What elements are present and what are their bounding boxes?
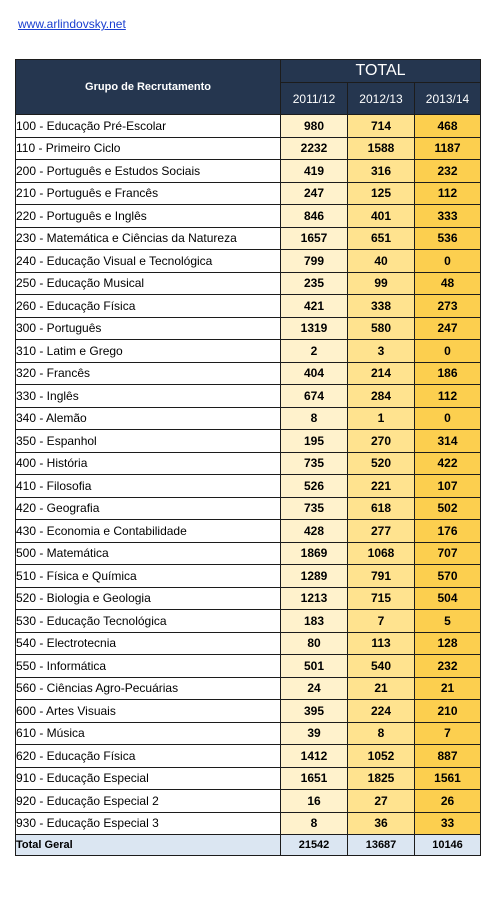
value-cell: 1	[348, 407, 415, 430]
table-row	[16, 227, 481, 250]
value-cell: 651	[348, 227, 415, 250]
group-label: 350 - Espanhol	[16, 430, 281, 453]
value-cell: 501	[281, 655, 348, 678]
value-cell: 224	[348, 700, 415, 723]
group-label: 610 - Música	[16, 722, 281, 745]
table-row	[16, 295, 481, 318]
value-cell: 980	[281, 115, 348, 138]
group-label: 560 - Ciências Agro-Pecuárias	[16, 677, 281, 700]
value-cell: 504	[415, 587, 481, 610]
table-row	[16, 362, 481, 385]
value-cell: 791	[348, 565, 415, 588]
group-label: 340 - Alemão	[16, 407, 281, 430]
table-row	[16, 655, 481, 678]
value-cell: 1412	[281, 745, 348, 768]
value-cell: 183	[281, 610, 348, 633]
value-cell: 33	[415, 812, 481, 835]
value-cell: 580	[348, 317, 415, 340]
value-cell: 735	[281, 452, 348, 475]
table-row	[16, 520, 481, 543]
table-row	[16, 250, 481, 273]
table-row	[16, 767, 481, 790]
value-cell: 112	[415, 182, 481, 205]
value-cell: 80	[281, 632, 348, 655]
value-cell: 707	[415, 542, 481, 565]
value-cell: 1825	[348, 767, 415, 790]
group-label: 510 - Física e Química	[16, 565, 281, 588]
value-cell: 232	[415, 655, 481, 678]
value-cell: 1561	[415, 767, 481, 790]
value-cell: 1187	[415, 137, 481, 160]
value-cell: 8	[281, 407, 348, 430]
group-label: 520 - Biologia e Geologia	[16, 587, 281, 610]
table-row	[16, 632, 481, 655]
value-cell: 468	[415, 115, 481, 138]
table-row	[16, 385, 481, 408]
value-cell: 333	[415, 205, 481, 228]
group-label: 930 - Educação Especial 3	[16, 812, 281, 835]
value-cell: 214	[348, 362, 415, 385]
value-cell: 113	[348, 632, 415, 655]
table-row	[16, 790, 481, 813]
value-cell: 421	[281, 295, 348, 318]
group-label: 410 - Filosofia	[16, 475, 281, 498]
value-cell: 195	[281, 430, 348, 453]
value-cell: 5	[415, 610, 481, 633]
table-row	[16, 745, 481, 768]
table-row	[16, 205, 481, 228]
value-cell: 1052	[348, 745, 415, 768]
total-value: 10146	[415, 835, 481, 856]
value-cell: 799	[281, 250, 348, 273]
value-cell: 395	[281, 700, 348, 723]
value-cell: 1651	[281, 767, 348, 790]
table-row	[16, 272, 481, 295]
group-label: 550 - Informática	[16, 655, 281, 678]
table-row	[16, 317, 481, 340]
value-cell: 1068	[348, 542, 415, 565]
group-label: 110 - Primeiro Ciclo	[16, 137, 281, 160]
value-cell: 277	[348, 520, 415, 543]
group-label: 920 - Educação Especial 2	[16, 790, 281, 813]
table-row	[16, 542, 481, 565]
table-row	[16, 475, 481, 498]
table-row	[16, 407, 481, 430]
value-cell: 3	[348, 340, 415, 363]
value-cell: 1213	[281, 587, 348, 610]
value-cell: 221	[348, 475, 415, 498]
total-label: Total Geral	[16, 835, 281, 856]
value-cell: 16	[281, 790, 348, 813]
value-cell: 0	[415, 340, 481, 363]
table-row	[16, 182, 481, 205]
value-cell: 7	[348, 610, 415, 633]
value-cell: 887	[415, 745, 481, 768]
value-cell: 270	[348, 430, 415, 453]
group-label: 100 - Educação Pré-Escolar	[16, 115, 281, 138]
group-label: 210 - Português e Francês	[16, 182, 281, 205]
value-cell: 210	[415, 700, 481, 723]
value-cell: 99	[348, 272, 415, 295]
total-header: TOTAL	[281, 60, 481, 83]
group-label: 220 - Português e Inglês	[16, 205, 281, 228]
group-label: 420 - Geografia	[16, 497, 281, 520]
value-cell: 314	[415, 430, 481, 453]
group-label: 320 - Francês	[16, 362, 281, 385]
table-row	[16, 160, 481, 183]
value-cell: 570	[415, 565, 481, 588]
value-cell: 846	[281, 205, 348, 228]
value-cell: 21	[348, 677, 415, 700]
table-row	[16, 610, 481, 633]
table-row	[16, 115, 481, 138]
table-row	[16, 497, 481, 520]
value-cell: 48	[415, 272, 481, 295]
year-header: 2013/14	[415, 83, 481, 115]
group-label: 910 - Educação Especial	[16, 767, 281, 790]
group-label: 500 - Matemática	[16, 542, 281, 565]
table-row	[16, 812, 481, 835]
value-cell: 36	[348, 812, 415, 835]
table-body	[16, 115, 481, 835]
value-cell: 21	[415, 677, 481, 700]
group-label: 230 - Matemática e Ciências da Natureza	[16, 227, 281, 250]
group-label: 260 - Educação Física	[16, 295, 281, 318]
value-cell: 526	[281, 475, 348, 498]
site-link[interactable]: www.arlindovsky.net	[18, 17, 126, 31]
group-label: 400 - História	[16, 452, 281, 475]
value-cell: 1869	[281, 542, 348, 565]
value-cell: 540	[348, 655, 415, 678]
table-row	[16, 340, 481, 363]
value-cell: 536	[415, 227, 481, 250]
group-label: 250 - Educação Musical	[16, 272, 281, 295]
group-label: 330 - Inglês	[16, 385, 281, 408]
table-row	[16, 677, 481, 700]
year-header: 2011/12	[281, 83, 348, 115]
group-label: 430 - Economia e Contabilidade	[16, 520, 281, 543]
value-cell: 235	[281, 272, 348, 295]
group-label: 300 - Português	[16, 317, 281, 340]
value-cell: 419	[281, 160, 348, 183]
table-row	[16, 722, 481, 745]
value-cell: 284	[348, 385, 415, 408]
value-cell: 273	[415, 295, 481, 318]
value-cell: 176	[415, 520, 481, 543]
value-cell: 247	[415, 317, 481, 340]
value-cell: 26	[415, 790, 481, 813]
value-cell: 502	[415, 497, 481, 520]
value-cell: 520	[348, 452, 415, 475]
value-cell: 1657	[281, 227, 348, 250]
total-value: 21542	[281, 835, 348, 856]
table-row	[16, 452, 481, 475]
value-cell: 112	[415, 385, 481, 408]
table-row	[16, 430, 481, 453]
value-cell: 0	[415, 250, 481, 273]
group-label: 530 - Educação Tecnológica	[16, 610, 281, 633]
group-label: 620 - Educação Física	[16, 745, 281, 768]
table-row	[16, 565, 481, 588]
value-cell: 422	[415, 452, 481, 475]
table-row	[16, 700, 481, 723]
value-cell: 128	[415, 632, 481, 655]
table-row	[16, 137, 481, 160]
value-cell: 1588	[348, 137, 415, 160]
group-label: 200 - Português e Estudos Sociais	[16, 160, 281, 183]
group-header: Grupo de Recrutamento	[16, 60, 281, 115]
value-cell: 714	[348, 115, 415, 138]
total-value: 13687	[348, 835, 415, 856]
value-cell: 247	[281, 182, 348, 205]
group-label: 540 - Electrotecnia	[16, 632, 281, 655]
value-cell: 1319	[281, 317, 348, 340]
value-cell: 125	[348, 182, 415, 205]
value-cell: 8	[281, 812, 348, 835]
value-cell: 107	[415, 475, 481, 498]
group-label: 600 - Artes Visuais	[16, 700, 281, 723]
value-cell: 2232	[281, 137, 348, 160]
group-label: 310 - Latim e Grego	[16, 340, 281, 363]
value-cell: 232	[415, 160, 481, 183]
value-cell: 338	[348, 295, 415, 318]
group-label: 240 - Educação Visual e Tecnológica	[16, 250, 281, 273]
value-cell: 7	[415, 722, 481, 745]
value-cell: 0	[415, 407, 481, 430]
recruitment-table	[15, 59, 481, 856]
value-cell: 1289	[281, 565, 348, 588]
table-row	[16, 587, 481, 610]
value-cell: 674	[281, 385, 348, 408]
total-row	[16, 835, 481, 856]
value-cell: 404	[281, 362, 348, 385]
value-cell: 715	[348, 587, 415, 610]
value-cell: 401	[348, 205, 415, 228]
value-cell: 428	[281, 520, 348, 543]
value-cell: 186	[415, 362, 481, 385]
year-header: 2012/13	[348, 83, 415, 115]
value-cell: 8	[348, 722, 415, 745]
value-cell: 39	[281, 722, 348, 745]
value-cell: 316	[348, 160, 415, 183]
value-cell: 735	[281, 497, 348, 520]
value-cell: 27	[348, 790, 415, 813]
value-cell: 40	[348, 250, 415, 273]
value-cell: 24	[281, 677, 348, 700]
value-cell: 2	[281, 340, 348, 363]
value-cell: 618	[348, 497, 415, 520]
